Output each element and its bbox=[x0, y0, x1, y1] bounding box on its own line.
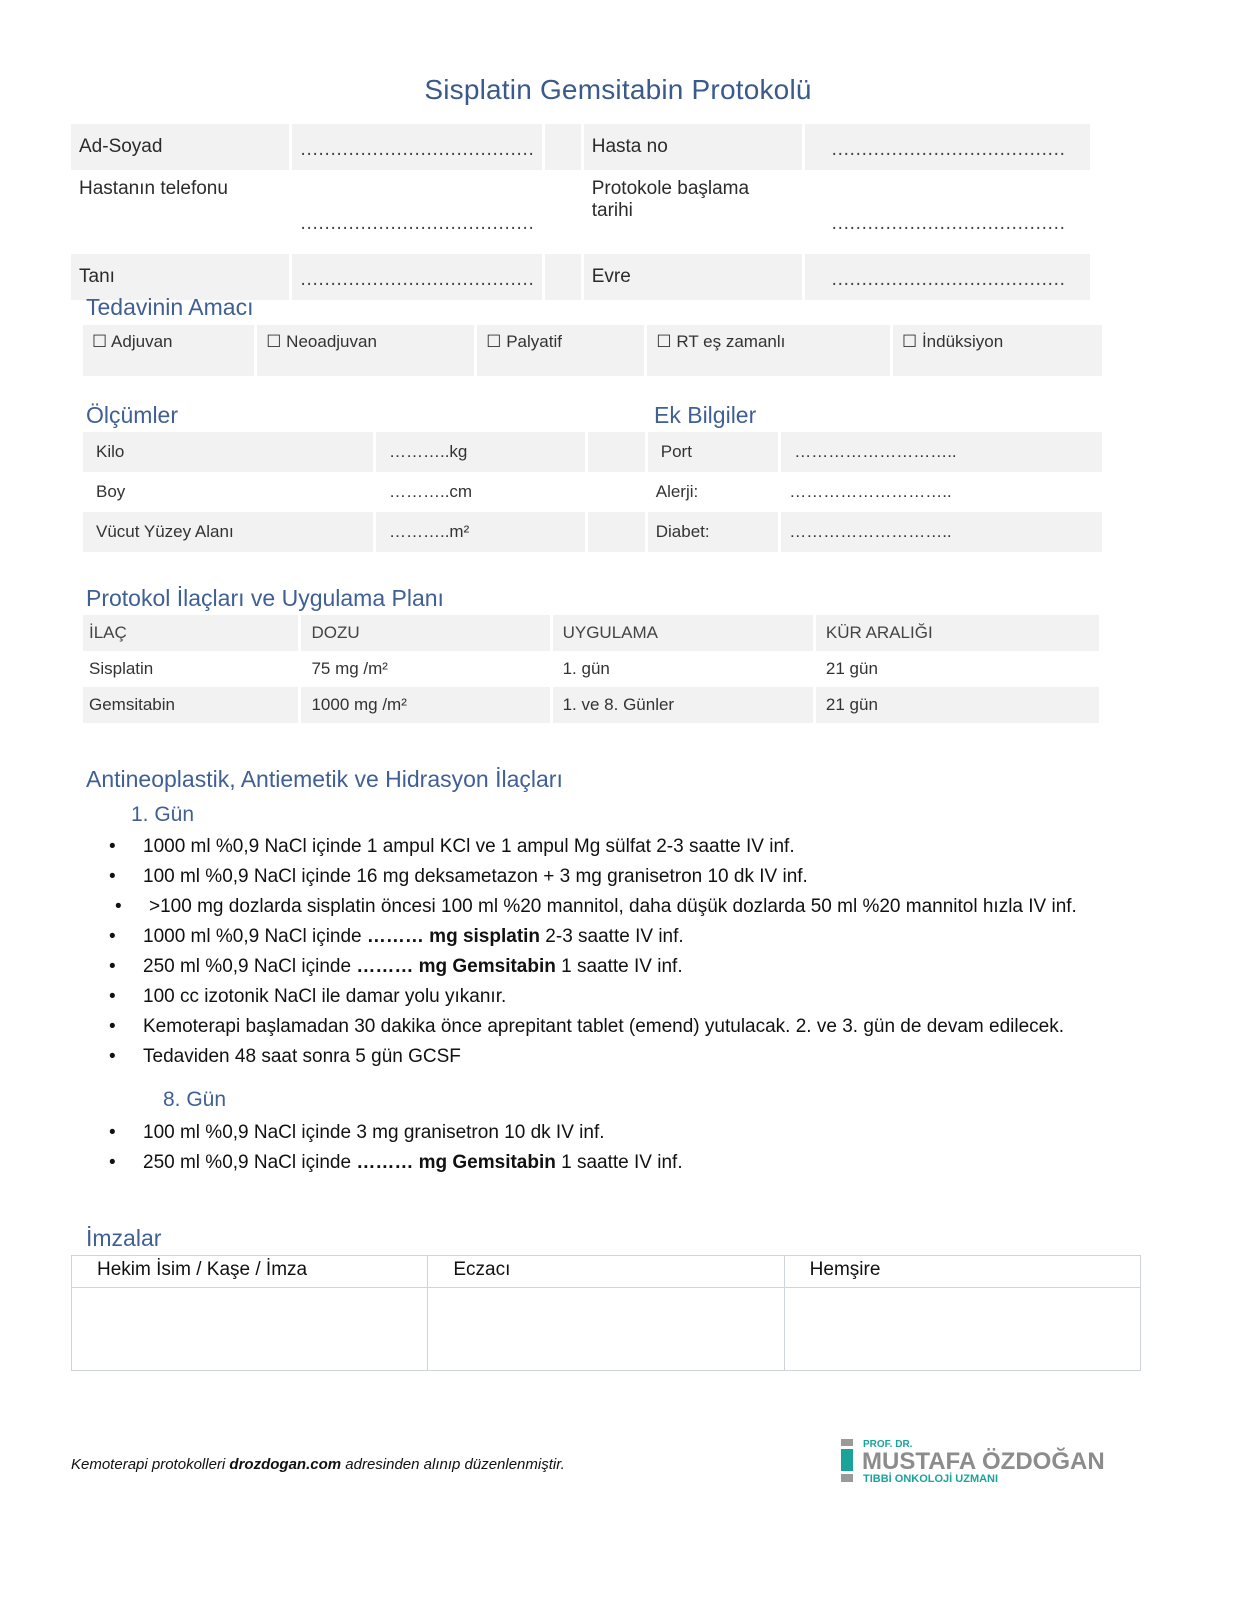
pharmacist-signature-label: Eczacı bbox=[428, 1256, 784, 1288]
aim-option-induksiyon[interactable]: ☐ İndüksiyon bbox=[893, 325, 1102, 376]
doctor-signature-label: Hekim İsim / Kaşe / İmza bbox=[72, 1256, 428, 1288]
stage-label: Evre bbox=[584, 254, 803, 300]
weight-field[interactable]: ………..kg bbox=[376, 432, 585, 472]
checkbox-icon[interactable]: ☐ bbox=[656, 332, 672, 351]
table-cell: 1. ve 8. Günler bbox=[553, 687, 813, 723]
checkbox-icon[interactable]: ☐ bbox=[266, 332, 282, 351]
height-label: Boy bbox=[96, 482, 126, 501]
nurse-signature-box[interactable] bbox=[784, 1288, 1140, 1371]
aim-heading: Tedavinin Amacı bbox=[86, 294, 254, 320]
day1-label: 1. Gün bbox=[131, 803, 195, 826]
patient-no-field[interactable]: ………………………………… bbox=[805, 124, 1090, 170]
list-item: • 100 ml %0,9 NaCl içinde 3 mg granisetron 10 dk IV inf. bbox=[109, 1122, 605, 1143]
list-item: • 100 cc izotonik NaCl ile damar yolu yıkanır. bbox=[109, 986, 507, 1007]
table-cell: 1000 mg /m² bbox=[301, 687, 549, 723]
logo-bar-bottom bbox=[841, 1474, 853, 1482]
col-header-admin: UYGULAMA bbox=[553, 615, 813, 651]
patient-no-label: Hasta no bbox=[584, 124, 803, 170]
weight-label: Kilo bbox=[83, 432, 373, 472]
nurse-signature-label: Hemşire bbox=[784, 1256, 1140, 1288]
phone-field[interactable]: ………………………………… bbox=[299, 213, 534, 234]
col-header-interval: KÜR ARALIĞI bbox=[816, 615, 1099, 651]
table-cell: 21 gün bbox=[816, 687, 1099, 723]
diabetes-field[interactable]: ……………………….. bbox=[781, 512, 1102, 552]
checkbox-icon[interactable]: ☐ bbox=[901, 332, 918, 351]
allergy-field[interactable]: ……………………….. bbox=[789, 482, 952, 501]
bsa-label: Vücut Yüzey Alanı bbox=[83, 512, 373, 552]
signatures-table bbox=[71, 1255, 1141, 1371]
extra-heading: Ek Bilgiler bbox=[654, 402, 757, 428]
logo-line1: PROF. DR. bbox=[863, 1439, 913, 1450]
diabetes-label: Diabet: bbox=[648, 512, 778, 552]
logo bbox=[840, 1436, 1140, 1488]
day8-label: 8. Gün bbox=[163, 1088, 227, 1111]
col-header-dose: DOZU bbox=[301, 615, 549, 651]
port-field[interactable]: ……………………….. bbox=[781, 432, 1102, 472]
logo-bar-mid bbox=[841, 1449, 853, 1471]
doctor-signature-box[interactable] bbox=[72, 1288, 428, 1371]
drug-plan-table bbox=[80, 615, 1102, 723]
checkbox-icon[interactable]: ☐ bbox=[486, 332, 502, 351]
footer-site-link[interactable]: drozdogan.com bbox=[229, 1456, 342, 1473]
list-item: • 1000 ml %0,9 NaCl içinde ……… mg sisplatin 2-3 saatte IV inf. bbox=[109, 926, 684, 947]
name-label: Ad-Soyad bbox=[71, 124, 289, 170]
measurements-table bbox=[80, 432, 1105, 552]
start-date-field[interactable]: ………………………………… bbox=[830, 213, 1065, 234]
diagnosis-label: Tanı bbox=[71, 254, 289, 300]
list-item: • 100 ml %0,9 NaCl içinde 16 mg deksametazon + 3 mg granisetron 10 dk IV inf. bbox=[109, 866, 808, 887]
diagnosis-field[interactable]: ………………………………… bbox=[292, 254, 542, 300]
table-cell: Gemsitabin bbox=[83, 687, 298, 723]
stage-field[interactable]: ………………………………… bbox=[805, 254, 1090, 300]
list-item: • >100 mg dozlarda sisplatin öncesi 100 ml %20 mannitol, daha düşük dozlarda 50 ml %20 mannitol hızla IV inf. bbox=[115, 896, 1077, 917]
list-item: • 1000 ml %0,9 NaCl içinde 1 ampul KCl ve 1 ampul Mg sülfat 2-3 saatte IV inf. bbox=[109, 836, 795, 857]
table-cell: 75 mg /m² bbox=[311, 659, 388, 678]
bsa-field[interactable]: ………..m² bbox=[376, 512, 585, 552]
signatures-heading: İmzalar bbox=[86, 1225, 162, 1251]
phone-label: Hastanın telefonu bbox=[79, 178, 228, 199]
col-header-drug: İLAÇ bbox=[83, 615, 298, 651]
allergy-label: Alerji: bbox=[655, 482, 699, 501]
aim-option-neoadjuvan[interactable]: ☐ Neoadjuvan bbox=[257, 325, 474, 376]
page-title: Sisplatin Gemsitabin Protokolü bbox=[424, 74, 812, 105]
patient-info-table bbox=[68, 124, 1093, 300]
logo-bar-top bbox=[841, 1439, 853, 1446]
meds-heading: Antineoplastik, Antiemetik ve Hidrasyon İlaçları bbox=[86, 766, 563, 792]
list-item: • 250 ml %0,9 NaCl içinde ……… mg Gemsitabin 1 saatte IV inf. bbox=[109, 1152, 683, 1173]
logo-line3: TIBBİ ONKOLOJİ UZMANI bbox=[863, 1473, 999, 1485]
start-date-label: Protokole başlama tarihi bbox=[591, 178, 750, 221]
aim-option-rt[interactable]: ☐ RT eş zamanlı bbox=[647, 325, 890, 376]
day8-list bbox=[71, 1118, 1171, 1178]
measurements-heading: Ölçümler bbox=[86, 402, 179, 428]
name-field[interactable]: ………………………………… bbox=[292, 124, 542, 170]
table-cell: Sisplatin bbox=[89, 659, 154, 678]
height-field[interactable]: ………..cm bbox=[388, 482, 473, 501]
table-cell: 21 gün bbox=[825, 659, 878, 678]
checkbox-icon[interactable]: ☐ bbox=[92, 332, 108, 351]
table-cell: 1. gün bbox=[562, 659, 610, 678]
list-item: • Kemoterapi başlamadan 30 dakika önce aprepitant tablet (emend) yutulacak. 2. ve 3. gün de devam edilecek. bbox=[109, 1016, 1065, 1037]
pharmacist-signature-box[interactable] bbox=[428, 1288, 784, 1371]
aim-option-palyatif[interactable]: ☐ Palyatif bbox=[477, 325, 644, 376]
logo-line2: MUSTAFA ÖZDOĞAN bbox=[862, 1448, 1105, 1475]
footer-note: Kemoterapi protokolleri drozdogan.com adresinden alınıp düzenlenmiştir. bbox=[71, 1456, 565, 1473]
aim-option-adjuvan[interactable]: ☐ Adjuvan bbox=[83, 325, 254, 376]
list-item: • 250 ml %0,9 NaCl içinde ……… mg Gemsitabin 1 saatte IV inf. bbox=[109, 956, 683, 977]
plan-heading: Protokol İlaçları ve Uygulama Planı bbox=[86, 585, 444, 611]
aim-options bbox=[80, 325, 1105, 376]
port-label: Port bbox=[648, 432, 778, 472]
day1-list bbox=[71, 832, 1171, 1072]
list-item: • Tedaviden 48 saat sonra 5 gün GCSF bbox=[109, 1046, 461, 1067]
